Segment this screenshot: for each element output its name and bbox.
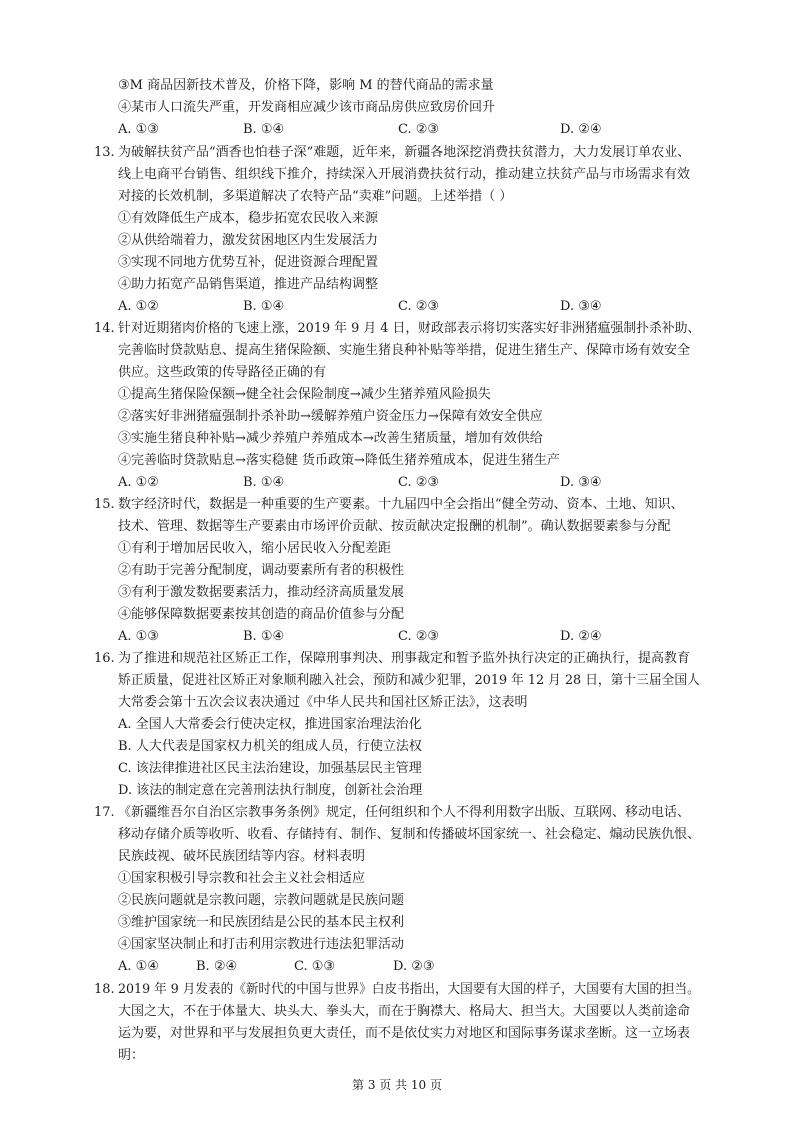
- q13-stem-line-3: 对接的长效机制，多渠道解决了农特产品“卖难”问题。上述举措（ ）: [118, 189, 513, 204]
- q16-choice-d: D. 该法的制定意在完善刑法执行制度，创新社会治理: [118, 783, 423, 798]
- intro-option-b: B. ①④: [243, 122, 285, 137]
- q18-stem-line-3: 运为要，对世界和平与发展担负更大责任，而不是依仗实力对地区和国际事务谋求垄断。这一立场表: [118, 1026, 691, 1041]
- q17-option-a: A. ①④: [118, 959, 159, 974]
- q14-item-4: ④完善临时贷款贴息→落实稳健 货币政策→降低生猪养殖成本，促进生猪生产: [118, 453, 560, 468]
- q13-item-4: ④助力拓宽产品销售渠道，推进产品结构调整: [118, 277, 379, 292]
- q13-item-2: ②从供给端着力，激发贫困地区内生发展活力: [118, 233, 379, 248]
- q15-item-2: ②有助于完善分配制度，调动要素所有者的积极性: [118, 563, 405, 578]
- q13-option-b: B. ①④: [243, 299, 285, 314]
- q13-item-1: ①有效降低生产成本，稳步拓宽农民收入来源: [118, 211, 379, 226]
- intro-option-c: C. ②③: [398, 122, 440, 137]
- q16-choice-b: B. 人大代表是国家权力机关的组成人员，行使立法权: [118, 739, 422, 754]
- q17-option-d: D. ②③: [393, 959, 435, 974]
- q14-option-d: D. ③④: [560, 475, 602, 490]
- intro-option-a: A. ①③: [118, 122, 159, 137]
- q17-option-c: C. ①③: [294, 959, 336, 974]
- q13-stem-line-2: 线上电商平台销售、组织线下推介，持续深入开展消费扶贫行动，推动建立扶贫产品与市场需求有效: [118, 167, 691, 182]
- q16-choice-a: A. 全国人大常委会行使决定权，推进国家治理法治化: [118, 717, 422, 732]
- q16-stem-line-1: 为了推进和规范社区矫正工作，保障刑事判决、刑事裁定和暂予监外执行决定的正确执行，提高教育: [118, 651, 691, 666]
- q16-stem-line-3: 大常委会第十五次会议表决通过《中华人民共和国社区矫正法》，这表明: [118, 695, 528, 710]
- q13-stem-line-1: 为破解扶贫产品“酒香也怕巷子深”难题，近年来，新疆各地深挖消费扶贫潜力，大力发展订单农业、: [118, 145, 691, 160]
- q17-item-1: ①国家积极引导宗教和社会主义社会相适应: [118, 871, 366, 886]
- q13-option-d: D. ③④: [560, 299, 602, 314]
- q16-choice-c: C. 该法律推进社区民主法治建设，加强基层民主管理: [118, 761, 422, 776]
- q14-stem-line-2: 完善临时贷款贴息、提高生猪保险额、实施生猪良种补贴等举措，促进生猪生产、保障市场有效安全: [118, 343, 691, 358]
- q17-stem-line-1: 《新疆维吾尔自治区宗教事务条例》规定，任何组织和个人不得利用数字出版、互联网、移动电话、: [118, 805, 691, 820]
- intro-item-4: ④某市人口流失严重，开发商相应减少该市商品房供应致房价回升: [118, 100, 496, 115]
- q17-item-4: ④国家坚决制止和打击利用宗教进行违法犯罪活动: [118, 937, 405, 952]
- q15-stem-line-2: 技术、管理、数据等生产要素由市场评价贡献、按贡献决定报酬的机制”。确认数据要素参与分配: [118, 519, 671, 534]
- q17-option-b: B. ②④: [196, 959, 238, 974]
- q15-item-1: ①有利于增加居民收入，缩小居民收入分配差距: [118, 541, 392, 556]
- q15-item-4: ④能够保障数据要素按其创造的商品价值参与分配: [118, 607, 405, 622]
- q18-stem-line-1: 2019 年 9 月发表的《新时代的中国与世界》白皮书指出，大国要有大国的样子，大国要有大国的担当。: [118, 982, 700, 997]
- q14-option-a: A. ①②: [118, 475, 159, 490]
- q15-number: 15.: [94, 497, 115, 512]
- q18-stem-line-4: 明：: [118, 1048, 145, 1063]
- intro-option-d: D. ②④: [560, 122, 602, 137]
- q14-item-1: ①提高生猪保险保额→健全社会保险制度→减少生猪养殖风险损失: [118, 387, 491, 402]
- q14-item-2: ②落实好非洲猪瘟强制扑杀补助→缓解养殖户资金压力→保障有效安全供应: [118, 409, 543, 424]
- q15-option-d: D. ②④: [560, 629, 602, 644]
- q14-stem-line-3: 供应。这些政策的传导路径正确的有: [118, 365, 327, 380]
- q14-number: 14.: [94, 321, 115, 336]
- q14-stem-line-1: 针对近期猪肉价格的飞速上涨，2019 年 9 月 4 日，财政部表示将切实落实好非洲猪瘟强制扑杀补助、: [118, 321, 701, 336]
- page-number: 第 3 页 共 10 页: [352, 1078, 442, 1092]
- q13-number: 13.: [94, 145, 115, 160]
- q15-option-a: A. ①③: [118, 629, 159, 644]
- q17-item-3: ③维护国家统一和民族团结是公民的基本民主权利: [118, 915, 405, 930]
- q16-number: 16.: [94, 651, 115, 666]
- q15-item-3: ③有利于激发数据要素活力，推动经济高质量发展: [118, 585, 405, 600]
- q17-stem-line-2: 移动存储介质等收听、收看、存储持有、制作、复制和传播破坏国家统一、社会稳定、煽动民族仇恨、: [118, 827, 701, 842]
- q13-option-c: C. ②③: [398, 299, 440, 314]
- q17-item-2: ②民族问题就是宗教问题，宗教问题就是民族问题: [118, 893, 405, 908]
- q13-item-3: ③实现不同地方优势互补，促进资源合理配置: [118, 255, 379, 270]
- q18-number: 18.: [94, 982, 115, 997]
- q13-option-a: A. ①②: [118, 299, 159, 314]
- intro-item-3: ③M 商品因新技术普及，价格下降，影响 M 的替代商品的需求量: [118, 78, 494, 93]
- q15-option-c: C. ②③: [398, 629, 440, 644]
- q17-number: 17.: [94, 805, 115, 820]
- q15-stem-line-1: 数字经济时代，数据是一种重要的生产要素。十九届四中全会指出“健全劳动、资本、土地、知识、: [118, 497, 684, 512]
- q15-option-b: B. ①④: [243, 629, 285, 644]
- q18-stem-line-2: 大国之大，不在于体量大、块头大、拳头大，而在于胸襟大、格局大、担当大。大国要以人类前途命: [118, 1004, 691, 1019]
- q14-option-c: C. ②③: [398, 475, 440, 490]
- q14-item-3: ③实施生猪良种补贴→减少养殖户养殖成本→改善生猪质量，增加有效供给: [118, 431, 543, 446]
- q17-stem-line-3: 民族歧视、破坏民族团结等内容。材料表明: [118, 849, 366, 864]
- q14-option-b: B. ①④: [243, 475, 285, 490]
- q16-stem-line-2: 矫正质量，促进社区矫正对象顺利融入社会，预防和减少犯罪，2019 年 12 月 28 日，第十三届全国人: [118, 673, 700, 688]
